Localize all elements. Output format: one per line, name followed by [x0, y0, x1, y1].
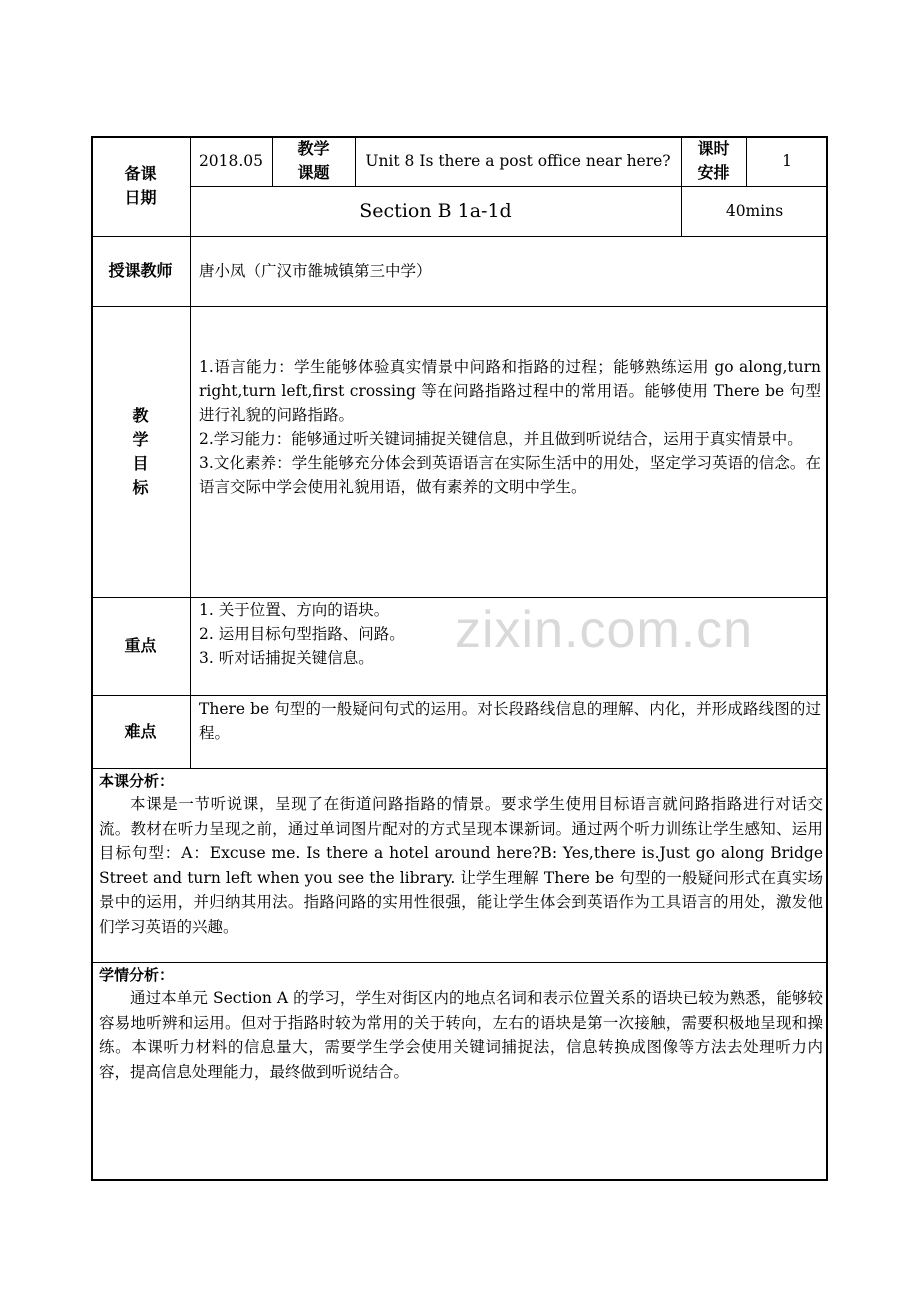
- date-value: 2018.05: [198, 152, 264, 170]
- key-points-label: 重点: [124, 636, 157, 655]
- objectives-label: 教 学 目 标: [132, 405, 149, 497]
- topic-value: Unit 8 Is there a post office near here?: [365, 152, 671, 170]
- grid-line: [91, 306, 828, 307]
- watermark: zixin.com.cn: [455, 601, 754, 659]
- objective-item: 2.学习能力：能够通过听关键词捕捉关键信息，并且做到听说结合，运用于真实情景中。: [199, 430, 803, 448]
- objectives-list: [199, 355, 821, 499]
- grid-line: [91, 962, 828, 963]
- key-points-list: [199, 598, 819, 670]
- prep-date-label: 备课 日期: [124, 164, 157, 207]
- student-analysis-section: [99, 964, 823, 1084]
- duration-value: 40mins: [725, 202, 784, 220]
- key-point-item: 2. 运用目标句型指路、问路。: [199, 625, 405, 643]
- difficulties-label: 难点: [124, 721, 157, 741]
- grid-line: [91, 695, 828, 696]
- period-value: 1: [782, 152, 792, 170]
- topic-label: 教学 课题: [297, 139, 330, 182]
- difficulties-text: There be 句型的一般疑问句式的运用。对长段路线信息的理解、内化，并形成路线图的过程。: [199, 700, 821, 742]
- objective-item: 1.语言能力：学生能够体验真实情景中问路和指路的过程；能够熟练运用 go along,turn right,turn left,first crossing 等在问路指路过程中的常用语。能够使用 There be 句型进行礼貌的问路指路。: [199, 358, 821, 424]
- student-analysis-text: 通过本单元 Section A 的学习，学生对街区内的地点名词和表示位置关系的语块已较为熟悉，能够较容易地听辨和运用。但对于指路时较为常用的关于转向，左右的语块是第一次接触，需要积极地呈现和操练。本课听力材料的信息量大，需要学生学会使用关键词捕捉法，信息转换成图像等方法去处理听力内容，提高信息处理能力，最终做到听说结合。: [99, 989, 823, 1081]
- teacher-label: 授课教师: [108, 261, 173, 280]
- grid-line: [91, 768, 828, 769]
- key-point-item: 1. 关于位置、方向的语块。: [199, 601, 390, 619]
- objective-item: 3.文化素养：学生能够充分体会到英语语言在实际生活中的用处，坚定学习英语的信念。在语言交际中学会使用礼貌用语，做有素养的文明中学生。: [199, 454, 821, 496]
- lesson-analysis-section: [99, 770, 823, 939]
- student-analysis-title: 学情分析：: [99, 966, 175, 984]
- key-point-item: 3. 听对话捕捉关键信息。: [199, 649, 374, 667]
- lesson-analysis-title: 本课分析：: [99, 772, 175, 790]
- section-value: Section B 1a-1d: [359, 200, 512, 222]
- lesson-analysis-text: 本课是一节听说课，呈现了在街道问路指路的情景。要求学生使用目标语言就问路指路进行对话交流。教材在听力呈现之前，通过单词图片配对的方式呈现本课新词。通过两个听力训练让学生感知、运用目标句型：A：Excuse me. Is there a hotel around here?B: Yes,there is.Just go along Bridge Street and turn left when you see the library. 让学生理解 There be 句型的一般疑问形式在真实场景中的运用，并归纳其用法。指路问路的实用性很强，能让学生体会到英语作为工具语言的用处，激发他们学习英语的兴趣。: [99, 795, 823, 936]
- teacher-value: 唐小凤（广汉市雒城镇第三中学）: [199, 262, 432, 280]
- period-label: 课时 安排: [697, 139, 730, 182]
